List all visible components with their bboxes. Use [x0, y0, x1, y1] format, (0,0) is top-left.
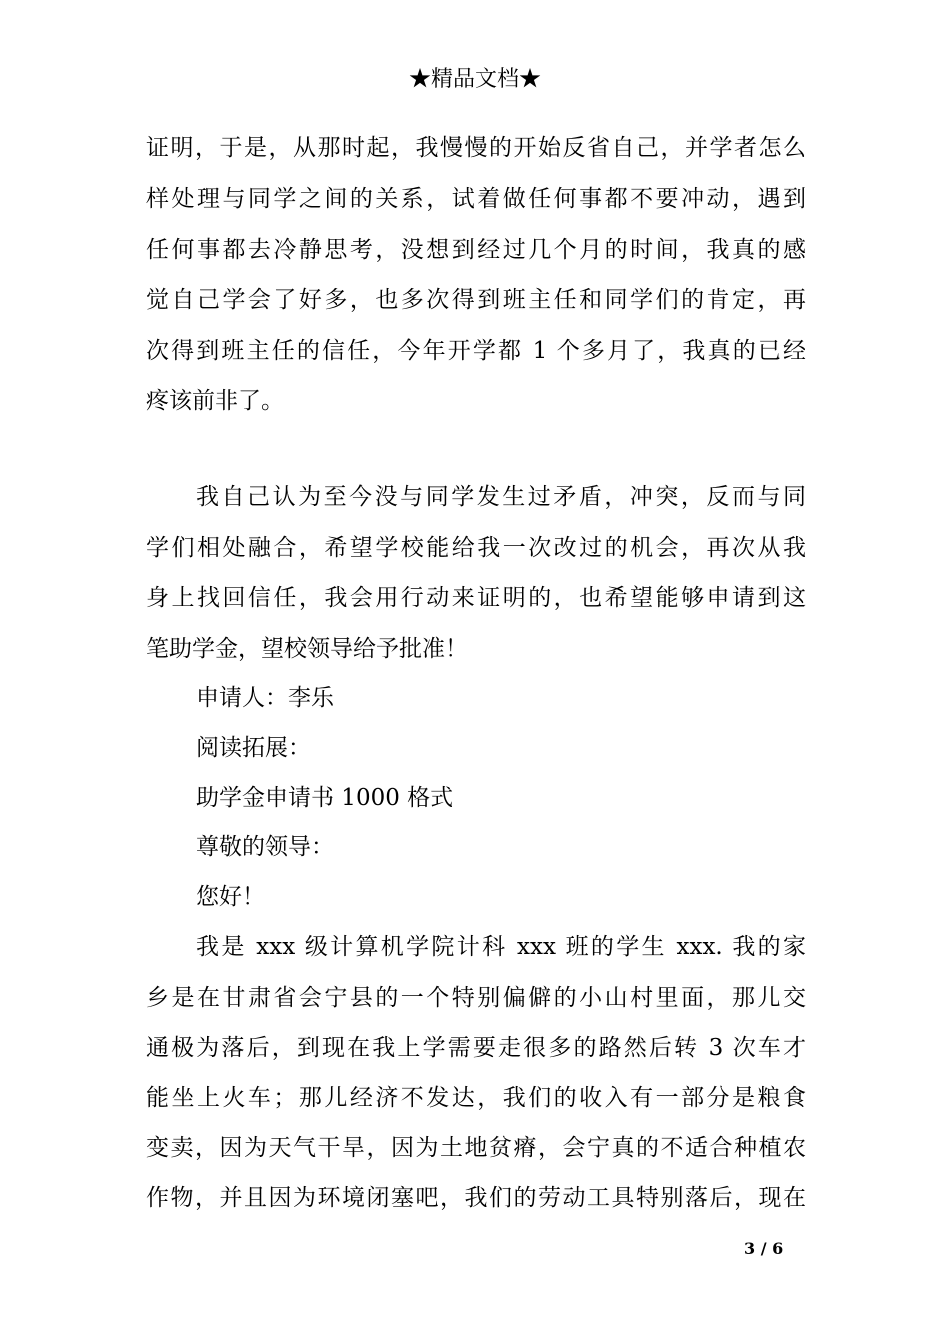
document-header: ★精品文档★	[408, 67, 541, 92]
body-line: 样处理与同学之间的关系，试着做任何事都不要冲动，遇到	[146, 186, 806, 212]
body-line: 乡是在甘肃省会宁县的一个特别偏僻的小山村里面，那儿交	[146, 985, 806, 1011]
body-line: 疼该前非了。	[146, 388, 284, 414]
salutation: 尊敬的领导：	[196, 834, 334, 860]
body-line: 次得到班主任的信任，今年开学都 1 个多月了，我真的已经	[146, 338, 806, 364]
body-line: 笔助学金，望校领导给予批准！	[146, 636, 468, 662]
body-line: 通极为落后，到现在我上学需要走很多的路然后转 3 次车才	[146, 1035, 806, 1061]
body-line: 作物，并且因为环境闭塞吧，我们的劳动工具特别落后，现在	[146, 1185, 806, 1211]
body-line: 任何事都去冷静思考，没想到经过几个月的时间，我真的感	[146, 237, 806, 263]
greeting: 您好！	[196, 884, 265, 910]
body-line: 身上找回信任，我会用行动来证明的，也希望能够申请到这	[146, 585, 806, 611]
body-line: 学们相处融合，希望学校能给我一次改过的机会，再次从我	[146, 535, 806, 561]
body-line: 能坐上火车；那儿经济不发达，我们的收入有一部分是粮食	[146, 1085, 806, 1111]
page-number: 3 / 6	[744, 1239, 784, 1258]
applicant-line: 申请人：李乐	[196, 685, 334, 711]
section-title: 助学金申请书 1000 格式	[196, 785, 454, 811]
body-line: 证明，于是，从那时起，我慢慢的开始反省自己，并学者怎么	[146, 135, 806, 161]
body-line: 觉自己学会了好多，也多次得到班主任和同学们的肯定，再	[146, 287, 806, 313]
paragraph-first-line: 我自己认为至今没与同学发生过矛盾，冲突，反而与同	[196, 484, 806, 510]
paragraph-first-line: 我是 xxx 级计算机学院计科 xxx 班的学生 xxx. 我的家	[196, 934, 806, 960]
body-line: 变卖，因为天气干旱，因为土地贫瘠，会宁真的不适合种植农	[146, 1135, 806, 1161]
extended-reading-label: 阅读拓展：	[196, 735, 311, 761]
